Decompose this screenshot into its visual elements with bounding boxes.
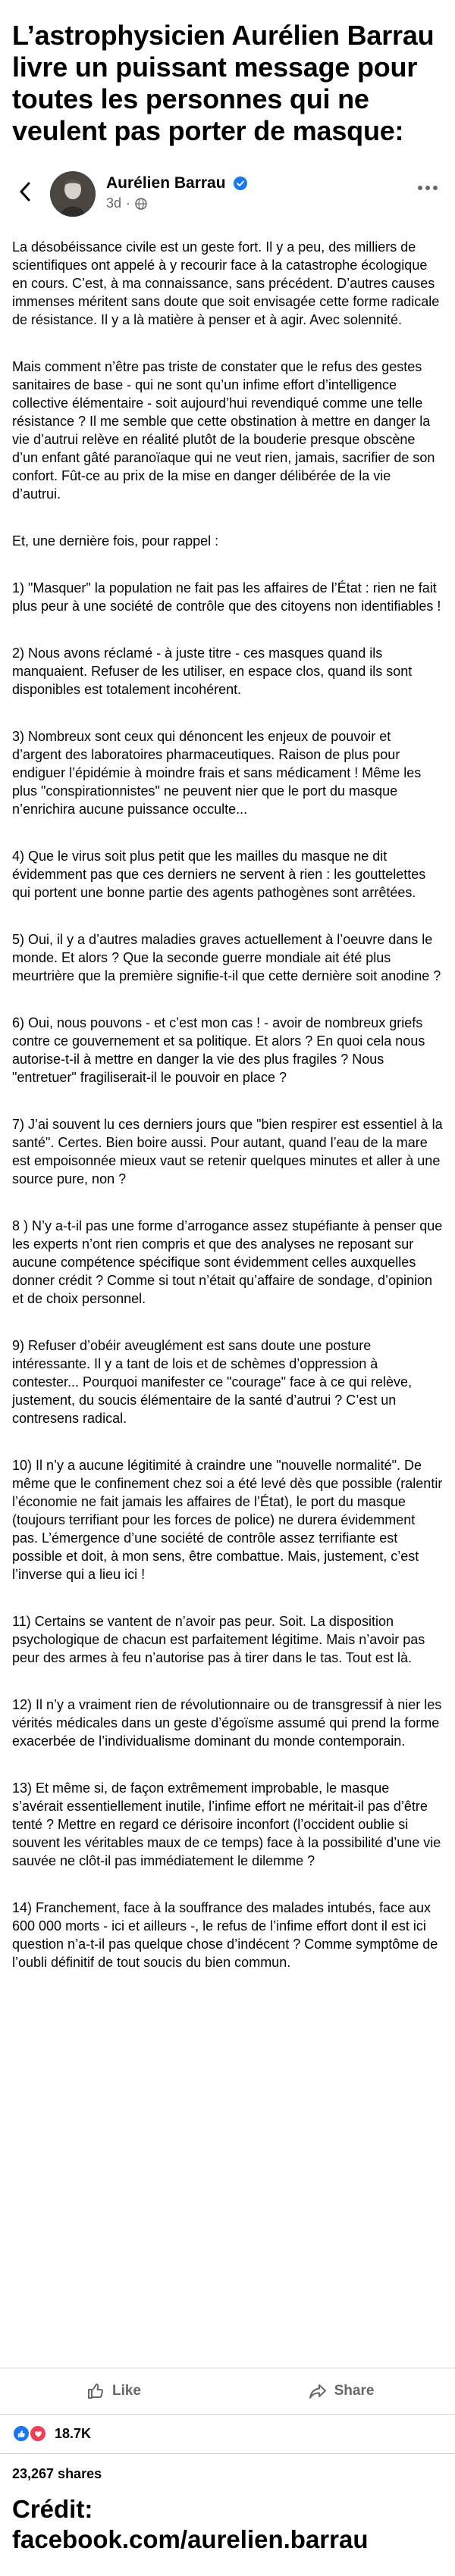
globe-icon xyxy=(135,198,147,210)
post-paragraph: 11) Certains se vantent de n’avoir pas peur. Soit. La disposition psychologique de chacun est parfaitement légitime. Mais n’avoir pas peur des armes à feu n’autorise pas à tirer dans le tas. Tout est là. xyxy=(12,1614,429,1665)
post-paragraph: 5) Oui, il y a d’autres maladies graves actuellement à l’oeuvre dans le monde. Et alors ? Que la seconde guerre mondiale ait été plus meurtrière que la première signifie-t-il que cette dernière soit anodine ? xyxy=(12,932,441,983)
like-label: Like xyxy=(111,2383,142,2399)
post-paragraph: Mais comment n’être pas triste de constater que le refus des gestes sanitaires de base - qui ne sont qu’un infime effort d’intelligence collective élémentaire - soit aujourd’hui revendiqué comme une telle résistance ? Il me semble que cette obstination à mettre en danger la vie d’autrui relève en réalité plutôt de la bouderie presque obscène d’un enfant gâté paranoïaque qui ne veut rien, jamais, sacrifier de son confort. Fût-ce au prix de la mise en danger délibérée de la vie d’autrui. xyxy=(12,359,439,502)
post-paragraph: Et, une dernière fois, pour rappel : xyxy=(12,533,219,549)
more-options-icon[interactable] xyxy=(414,179,441,197)
author-name[interactable]: Aurélien Barrau xyxy=(106,174,226,192)
reactions-summary[interactable] xyxy=(12,2424,91,2443)
post-paragraph: 7) J’ai souvent lu ces derniers jours que "bien respirer est essentiel à la santé". Certes. Bien boire aussi. Pour autant, quand l’eau de la mare est empoisonnée mieux vaut se retenir quelques minutes et aller à une source pure, non ? xyxy=(12,1117,447,1186)
post-paragraph: 8 ) N’y a-t-il pas une forme d’arrogance assez stupéfiante à penser que les experts n’ont rien compris et que des analyses ne reposant sur aucune compétence spécifique sont évidemment celles auxquelles donner crédit ? Comme si tout n’était qu’affaire de sondage, d’opinion et de choix personnel. xyxy=(12,1218,447,1306)
post-paragraph: 2) Nous avons réclamé - à juste titre - ces masques quand ils manquaient. Refuser de les utiliser, en espace clos, quand ils sont disponibles est totalement incohérent. xyxy=(12,646,416,697)
stats-divider xyxy=(0,2453,455,2454)
share-count[interactable]: 23,267 shares xyxy=(12,2466,102,2481)
avatar[interactable] xyxy=(50,171,96,217)
post-paragraph: 10) Il n’y a aucune légitimité à craindre une "nouvelle normalité". De même que le confinement chez soi a été levé dès que possible (ralentir l’économie ne fait jamais les affaires de l’État), le port du masque (toujours terrifiant pour les forces de police) ne durera évidemment pas. L’émergence d’une société de contrôle assez terrifiante est possible et doit, à mon sens, être combattue. Mais, justement, c’est l’inverse qui a lieu ici ! xyxy=(12,1458,447,1582)
post-paragraph: 4) Que le virus soit plus petit que les mailles du masque ne dit évidemment pas que ces derniers ne servent à rien : les gouttelettes qui portent une bonne partie des agents pathogènes sont arrêtées. xyxy=(12,849,430,900)
back-arrow-icon[interactable] xyxy=(17,180,33,203)
post-paragraph: 13) Et même si, de façon extrêmement improbable, le masque s’avérait essentiellement inutile, l’infime effort ne méritait-il pas d’être tenté ? Mettre en regard ce dérisoire inconfort (l’occident oublie si souvent les véritables maux de ce temps) face à la possibilité d’une vie sauvée ne clôt-il pas immédiatement le dilemme ? xyxy=(12,1780,445,1868)
verified-badge-icon xyxy=(234,177,247,190)
headline: L’astrophysicien Aurélien Barrau livre un puissant message pour toutes les personnes qui ne veulent pas porter de masque: xyxy=(12,20,435,146)
credit-label: Crédit: xyxy=(12,2495,93,2523)
post-paragraph: 3) Nombreux sont ceux qui dénoncent les enjeux de pouvoir et d’argent des laboratoires pharmaceutiques. Raison de plus pour endiguer l’épidémie à moindre frais et sans médicament ! Même les plus "conspirationnistes" ne peuvent nier que le port du masque n’enrichira aucune puissance occulte... xyxy=(12,729,425,817)
meta-separator: · xyxy=(126,195,131,211)
post-actions xyxy=(0,2368,455,2415)
post-paragraph: 12) Il n’y a vraiment rien de révolutionnaire ou de transgressif à nier les vérités médicales dans un geste d’égoïsme assumé qui prend la forme exacerbée de l’individualisme dominant du monde contemporain. xyxy=(12,1697,446,1749)
post-meta xyxy=(106,195,247,211)
like-icon xyxy=(86,2382,105,2400)
share-label: Share xyxy=(334,2383,375,2399)
credit-source: facebook.com/aurelien.barrau xyxy=(12,2525,369,2553)
like-reaction-icon xyxy=(12,2424,30,2443)
post-paragraph: La désobéissance civile est un geste fort. Il y a peu, des milliers de scientifiques ont appelé à y recourir face à la catastrophe écologique en cours. C’est, à ma connaissance, sans précédent. D’autres causes immenses méritent sans doute que soit envisagée cette forme radicale de résistance. Il y a là matière à penser et à agir. Avec solennité. xyxy=(12,239,444,327)
author-block xyxy=(106,174,247,211)
post-paragraph: 1) "Masquer" la population ne fait pas les affaires de l’État : rien ne fait plus peur à une société de contrôle que des citoyens non identifiables ! xyxy=(12,580,441,614)
post-paragraph: 14) Franchement, face à la souffrance des malades intubés, face aux 600 000 morts - ici et ailleurs -, le refus de l’infime effort dont il est ici question n’a-t-il pas quelque chose d’indécent ? Comme symptôme de l’oubli définitif de tout soucis du bien commun. xyxy=(12,1900,442,1970)
share-button[interactable] xyxy=(228,2368,455,2414)
post-paragraph: 6) Oui, nous pouvons - et c’est mon cas ! - avoir de nombreux griefs contre ce gouvernement et sa politique. Et alors ? En quoi cela nous autorise-t-il à mettre en danger la vie des plus fragiles ? Nous "entretuer" fragiliserait-il le pouvoir en place ? xyxy=(12,1015,429,1085)
post-time[interactable]: 3d xyxy=(106,195,122,211)
post-paragraph: 9) Refuser d’obéir aveuglément est sans doute une posture intéressante. Il y a tant de lois et de schèmes d’oppression à contester... Pourquoi manifester ce "courage" face à ce qui relève, justement, du soucis élémentaire de la santé d’autrui ? C’est un contresens radical. xyxy=(12,1338,416,1426)
post-header xyxy=(12,164,443,220)
post-body xyxy=(0,220,455,1971)
credit xyxy=(12,2494,369,2555)
reaction-count: 18.7K xyxy=(55,2425,92,2441)
share-icon xyxy=(309,2382,327,2400)
like-button[interactable] xyxy=(0,2368,228,2414)
love-reaction-icon xyxy=(29,2424,47,2443)
